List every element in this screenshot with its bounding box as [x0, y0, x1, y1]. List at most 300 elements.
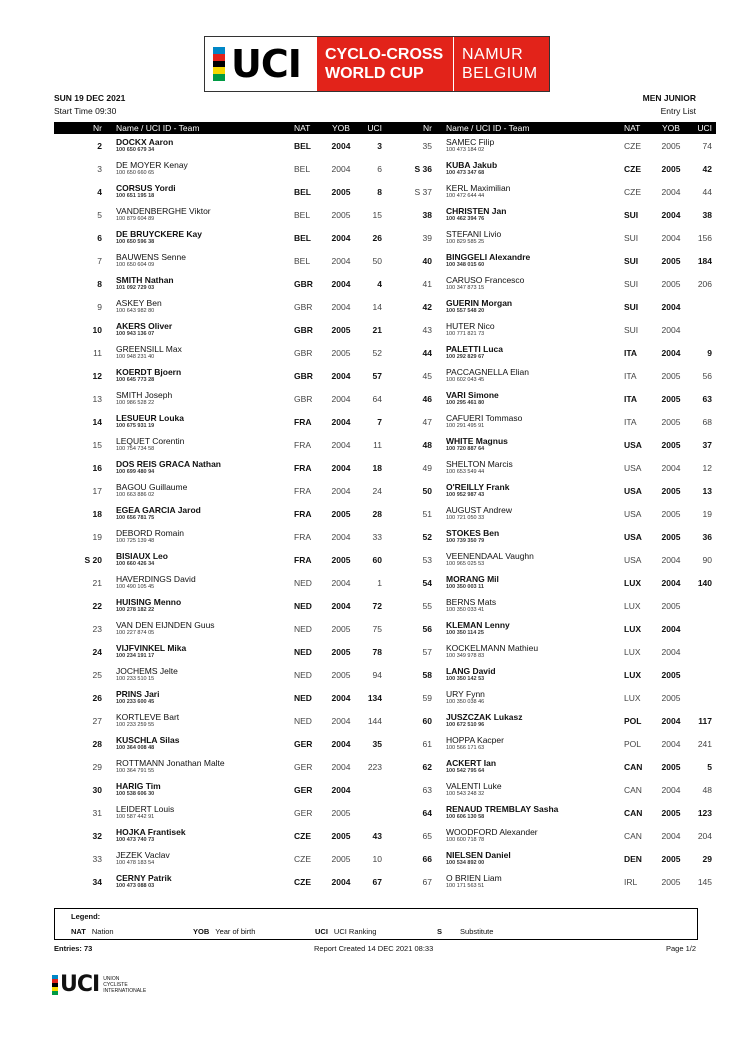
rider-number: 25 — [92, 669, 102, 680]
entry-table-left — [54, 122, 386, 893]
event-banner — [204, 36, 550, 92]
uci-id: 100 538 606 30 — [116, 791, 155, 797]
uci-ranking: 18 — [372, 462, 382, 473]
rider-number: 46 — [422, 393, 432, 404]
uci-id: 100 721 050 33 — [446, 515, 485, 521]
table-row — [54, 157, 386, 180]
uci-ranking: 28 — [372, 508, 382, 519]
rider-number: 59 — [422, 692, 432, 703]
table-row — [384, 456, 716, 479]
rider-number: 23 — [92, 623, 102, 634]
uci-ranking — [688, 295, 716, 318]
rider-name: BISIAUX Leo — [116, 551, 168, 561]
rider-number: 17 — [92, 485, 102, 496]
year-of-birth: 2005 — [661, 255, 681, 266]
uci-ranking: 64 — [372, 393, 382, 404]
uci-ranking: 72 — [372, 600, 382, 611]
uci-id: 100 650 679 34 — [116, 147, 155, 153]
rider-name: CORSUS Yordi — [116, 183, 176, 193]
event-title: CYCLO-CROSS WORLD CUP — [317, 37, 453, 91]
rider-number: 32 — [92, 830, 102, 841]
rider-number: 4 — [97, 186, 102, 197]
rider-number: 7 — [97, 255, 102, 266]
rider-number: 11 — [93, 347, 102, 358]
uci-ranking — [688, 640, 716, 663]
rider-name: EGEA GARCIA Jarod — [116, 505, 201, 515]
year-of-birth: 2005 — [661, 140, 681, 151]
uci-ranking: 117 — [698, 715, 712, 726]
nation: SUI — [624, 324, 639, 335]
uci-id: 100 606 130 58 — [446, 814, 485, 820]
rider-name: PACCAGNELLA Elian — [446, 367, 529, 377]
rider-name: KUSCHLA Silas — [116, 735, 180, 745]
table-row — [384, 732, 716, 755]
start-time: Start Time 09:30 — [54, 106, 117, 116]
table-row — [54, 502, 386, 525]
rider-number: 53 — [422, 554, 432, 565]
nation: FRA — [294, 531, 311, 542]
table-row — [54, 410, 386, 433]
nation: CAN — [624, 784, 642, 795]
table-row — [384, 318, 716, 341]
nation: GER — [294, 807, 313, 818]
table-row — [384, 479, 716, 502]
rider-number: 2 — [97, 140, 102, 151]
rider-name: SMITH Joseph — [116, 390, 173, 400]
uci-id: 100 653 549 44 — [446, 469, 485, 475]
rider-number: 43 — [422, 324, 432, 335]
rider-name: O BRIEN Liam — [446, 873, 502, 883]
rider-name: KLEMAN Lenny — [446, 620, 510, 630]
year-of-birth: 2005 — [331, 324, 351, 335]
rider-number: 34 — [92, 876, 102, 887]
table-row — [384, 249, 716, 272]
event-location: NAMUR BELGIUM — [453, 37, 549, 91]
uci-ranking: 36 — [702, 531, 712, 542]
rider-number: 19 — [92, 531, 102, 542]
year-of-birth: 2004 — [331, 439, 351, 450]
table-row — [384, 180, 716, 203]
table-row — [384, 157, 716, 180]
nation: FRA — [294, 554, 312, 565]
year-of-birth: 2005 — [661, 163, 681, 174]
uci-ranking: 33 — [372, 531, 382, 542]
year-of-birth: 2005 — [661, 669, 681, 680]
rider-number: 44 — [422, 347, 432, 358]
uci-id: 100 602 043 45 — [446, 377, 485, 383]
year-of-birth: 2004 — [661, 462, 681, 473]
rider-name: STEFANI Livio — [446, 229, 502, 239]
entries-count: Entries: 73 — [54, 944, 93, 953]
rider-name: CAFUERI Tommaso — [446, 413, 523, 423]
year-of-birth: 2004 — [661, 738, 681, 749]
table-row — [54, 663, 386, 686]
rider-name: KORTLEVE Bart — [116, 712, 180, 722]
year-of-birth: 2004 — [331, 232, 351, 243]
rider-number: 65 — [422, 830, 432, 841]
rider-name: DEBORD Romain — [116, 528, 185, 538]
year-of-birth: 2005 — [661, 531, 681, 542]
rider-number: 24 — [92, 646, 102, 657]
rider-name: BINGGELI Alexandre — [446, 252, 531, 262]
nation: SUI — [624, 255, 639, 266]
uci-id: 100 720 887 64 — [446, 446, 485, 452]
year-of-birth: 2004 — [331, 577, 351, 588]
uci-ranking: 21 — [372, 324, 382, 335]
uci-ranking: 44 — [702, 186, 712, 197]
nation: USA — [624, 439, 642, 450]
rider-name: KERL Maximilian — [446, 183, 511, 193]
uci-id: 100 233 510 15 — [116, 676, 155, 682]
report-created: Report Created 14 DEC 2021 08:33 — [314, 944, 434, 953]
rider-number: S 20 — [84, 554, 102, 565]
rider-number: 64 — [422, 807, 432, 818]
table-row — [384, 686, 716, 709]
rider-name: SAMEC Filip — [446, 137, 495, 147]
rider-name: VANDENBERGHE Viktor — [116, 206, 211, 216]
legend-box: Legend: NAT Nation YOB Year of birth UCI UCI Ranking S Substitute — [54, 908, 698, 940]
uci-id: 100 725 139 48 — [116, 538, 155, 544]
uci-ranking: 1 — [377, 577, 382, 588]
nation: GBR — [294, 301, 313, 312]
rider-name: VAN DEN EIJNDEN Guus — [116, 620, 215, 630]
rider-name: ROTTMANN Jonathan Malte — [116, 758, 225, 768]
rider-number: 62 — [422, 761, 432, 772]
rider-name: VALENTI Luke — [446, 781, 502, 791]
rider-number: 38 — [422, 209, 432, 220]
year-of-birth: 2005 — [331, 186, 351, 197]
rider-number: 6 — [97, 232, 102, 243]
uci-id: 100 349 978 83 — [446, 653, 485, 659]
nation: NED — [294, 600, 312, 611]
table-row — [54, 617, 386, 640]
table-row — [54, 456, 386, 479]
uci-ranking: 223 — [367, 761, 382, 772]
rider-name: LEIDERT Louis — [116, 804, 175, 814]
year-of-birth: 2005 — [661, 807, 681, 818]
year-of-birth: 2004 — [331, 784, 351, 795]
uci-id: 100 952 987 43 — [446, 492, 485, 498]
nation: BEL — [294, 209, 311, 220]
uci-ranking: 13 — [702, 485, 712, 496]
uci-ranking: 11 — [373, 439, 382, 450]
nation: CAN — [624, 830, 642, 841]
rider-number: 56 — [422, 623, 432, 634]
year-of-birth: 2005 — [661, 876, 681, 887]
nation: USA — [624, 554, 642, 565]
year-of-birth: 2004 — [331, 393, 351, 404]
uci-id: 100 473 184 02 — [446, 147, 485, 153]
rider-number: 31 — [92, 807, 102, 818]
uci-ranking: 156 — [697, 232, 712, 243]
table-row — [384, 847, 716, 870]
rider-name: BERNS Mats — [446, 597, 497, 607]
table-row — [384, 640, 716, 663]
rider-name: AUGUST Andrew — [446, 505, 512, 515]
nation: CZE — [624, 186, 641, 197]
uci-id: 100 473 088 03 — [116, 883, 155, 889]
table-row — [54, 525, 386, 548]
table-row — [384, 663, 716, 686]
uci-id: 100 739 350 79 — [446, 538, 485, 544]
uci-ranking: 67 — [372, 876, 382, 887]
rider-number: 55 — [422, 600, 432, 611]
rider-name: VIJFVINKEL Mika — [116, 643, 187, 653]
uci-id: 100 660 426 34 — [116, 561, 155, 567]
uci-id: 100 234 191 17 — [116, 653, 155, 659]
year-of-birth: 2005 — [331, 669, 351, 680]
rider-name: AKERS Oliver — [116, 321, 173, 331]
year-of-birth: 2004 — [661, 715, 681, 726]
rider-name: URY Fynn — [446, 689, 485, 699]
table-row — [54, 548, 386, 571]
rider-number: 22 — [92, 600, 102, 611]
year-of-birth: 2004 — [661, 554, 681, 565]
entry-table-right — [384, 122, 716, 893]
rider-number: 39 — [422, 232, 432, 243]
year-of-birth: 2005 — [331, 623, 351, 634]
year-of-birth: 2004 — [331, 370, 351, 381]
rider-number: 29 — [92, 761, 102, 772]
rider-number: 57 — [422, 646, 432, 657]
table-row — [54, 755, 386, 778]
rider-name: LESUEUR Louka — [116, 413, 185, 423]
rider-name: HAVERDINGS David — [116, 574, 196, 584]
uci-ranking: 12 — [702, 462, 712, 473]
uci-ranking: 74 — [702, 140, 712, 151]
rider-number: 49 — [422, 462, 432, 473]
rider-number: 58 — [422, 669, 432, 680]
year-of-birth: 2005 — [331, 646, 351, 657]
nation: ITA — [624, 370, 637, 381]
rider-name: CARUSO Francesco — [446, 275, 525, 285]
rainbow-stripes-icon — [52, 975, 58, 995]
uci-id: 101 092 729 03 — [116, 285, 155, 291]
rider-number: S 37 — [414, 186, 432, 197]
rider-number: S 36 — [414, 163, 432, 174]
year-of-birth: 2004 — [331, 462, 351, 473]
uci-ranking: 37 — [702, 439, 712, 450]
rider-name: WOODFORD Alexander — [446, 827, 538, 837]
rider-name: KOERDT Bjoern — [116, 367, 182, 377]
rider-name: PRINS Jari — [116, 689, 160, 699]
year-of-birth: 2004 — [331, 140, 351, 151]
year-of-birth: 2004 — [661, 232, 681, 243]
nation: LUX — [624, 600, 641, 611]
rider-name: VARI Simone — [446, 390, 499, 400]
year-of-birth: 2005 — [661, 600, 681, 611]
rider-name: CERNY Patrik — [116, 873, 172, 883]
nation: NED — [294, 577, 312, 588]
rider-name: ASKEY Ben — [116, 298, 162, 308]
rider-number: 41 — [422, 278, 432, 289]
year-of-birth: 2004 — [661, 577, 681, 588]
page-number: Page 1/2 — [665, 944, 696, 953]
nation: BEL — [294, 255, 311, 266]
table-row — [384, 341, 716, 364]
table-row — [384, 134, 716, 157]
table-row — [54, 387, 386, 410]
uci-ranking: 144 — [367, 715, 382, 726]
uci-footer-logo: UCI UNION CYCLISTE INTERNATIONALE — [52, 972, 146, 997]
rider-name: SMITH Nathan — [116, 275, 174, 285]
table-row — [54, 433, 386, 456]
uci-ranking: 4 — [377, 278, 382, 289]
rider-name: HUTER Nico — [446, 321, 495, 331]
nation: NED — [294, 623, 312, 634]
uci-ranking: 140 — [697, 577, 712, 588]
uci-id: 100 291 495 91 — [446, 423, 485, 429]
nation: BEL — [294, 232, 311, 243]
rider-name: HOPPA Kacper — [446, 735, 504, 745]
table-row — [54, 318, 386, 341]
rider-name: SHELTON Marcis — [446, 459, 513, 469]
uci-ranking: 14 — [372, 301, 382, 312]
year-of-birth: 2005 — [331, 347, 351, 358]
rider-number: 48 — [422, 439, 432, 450]
rider-number: 27 — [92, 715, 102, 726]
rider-name: JUSZCZAK Lukasz — [446, 712, 523, 722]
year-of-birth: 2004 — [331, 301, 351, 312]
rider-number: 51 — [422, 508, 432, 519]
uci-id: 100 587 442 91 — [116, 814, 155, 820]
nation: GER — [294, 784, 313, 795]
table-row — [384, 870, 716, 893]
uci-ranking: 42 — [702, 163, 712, 174]
nation: BEL — [294, 163, 311, 174]
uci-id: 100 348 015 60 — [446, 262, 485, 268]
uci-ranking: 56 — [702, 370, 712, 381]
rider-name: STOKES Ben — [446, 528, 500, 538]
uci-id: 100 350 142 53 — [446, 676, 485, 682]
year-of-birth: 2005 — [331, 554, 351, 565]
table-row — [384, 801, 716, 824]
nation: DEN — [624, 853, 642, 864]
nation: SUI — [624, 301, 639, 312]
nation: FRA — [294, 485, 311, 496]
nation: GER — [294, 761, 313, 772]
nation: CZE — [294, 853, 311, 864]
uci-id: 100 656 781 75 — [116, 515, 155, 521]
year-of-birth: 2004 — [331, 738, 351, 749]
nation: USA — [624, 531, 642, 542]
rider-number: 28 — [92, 738, 102, 749]
uci-ranking: 206 — [697, 278, 712, 289]
uci-id: 100 490 105 45 — [116, 584, 155, 590]
table-row — [384, 548, 716, 571]
nation: FRA — [294, 462, 312, 473]
nation: GBR — [294, 347, 313, 358]
uci-id: 100 948 231 40 — [116, 354, 155, 360]
rider-name: VEENENDAAL Vaughn — [446, 551, 534, 561]
year-of-birth: 2005 — [661, 439, 681, 450]
rider-number: 15 — [92, 439, 102, 450]
rider-number: 60 — [422, 715, 432, 726]
table-row — [384, 410, 716, 433]
uci-ranking — [688, 663, 716, 686]
year-of-birth: 2004 — [331, 255, 351, 266]
uci-id: 100 350 003 11 — [446, 584, 484, 590]
uci-id: 100 473 347 68 — [446, 170, 485, 176]
nation: CZE — [294, 830, 311, 841]
rider-name: GREENSILL Max — [116, 344, 182, 354]
uci-ranking: 43 — [372, 830, 382, 841]
table-row — [384, 594, 716, 617]
rider-name: JEZEK Vaclav — [116, 850, 170, 860]
category: MEN JUNIOR — [642, 93, 696, 103]
uci-ranking: 241 — [697, 738, 712, 749]
uci-id: 100 364 791 55 — [116, 768, 155, 774]
rider-name: BAGOU Guillaume — [116, 482, 188, 492]
uci-ranking: 3 — [377, 140, 382, 151]
rider-name: GUERIN Morgan — [446, 298, 513, 308]
year-of-birth: 2005 — [331, 830, 351, 841]
uci-ranking: 7 — [377, 416, 382, 427]
rider-name: PALETTI Luca — [446, 344, 503, 354]
year-of-birth: 2004 — [661, 646, 681, 657]
rider-name: RENAUD TREMBLAY Sasha — [446, 804, 559, 814]
table-row — [384, 502, 716, 525]
rider-number: 12 — [92, 370, 102, 381]
uci-ranking: 68 — [702, 416, 712, 427]
uci-ranking: 50 — [372, 255, 382, 266]
rider-name: LANG David — [446, 666, 496, 676]
uci-id: 100 278 182 22 — [116, 607, 155, 613]
uci-id: 100 650 596 38 — [116, 239, 155, 245]
uci-id: 100 965 025 53 — [446, 561, 485, 567]
uci-id: 100 233 259 55 — [116, 722, 155, 728]
nation: CAN — [624, 807, 643, 818]
table-row — [54, 778, 386, 801]
uci-ranking: 94 — [372, 669, 382, 680]
uci-id: 100 542 795 64 — [446, 768, 485, 774]
rider-name: HARIG Tim — [116, 781, 161, 791]
uci-id: 100 986 528 22 — [116, 400, 155, 406]
uci-ranking — [688, 318, 716, 341]
uci-id: 100 472 644 44 — [446, 193, 485, 199]
rider-name: KOCKELMANN Mathieu — [446, 643, 539, 653]
table-row — [384, 525, 716, 548]
uci-ranking: 75 — [372, 623, 382, 634]
list-type: Entry List — [660, 106, 696, 116]
nation: ITA — [624, 416, 637, 427]
rider-number: 10 — [92, 324, 102, 335]
uci-id: 100 478 183 54 — [116, 860, 155, 866]
uci-ranking: 15 — [372, 209, 382, 220]
nation: SUI — [624, 278, 639, 289]
table-row — [54, 847, 386, 870]
rider-number: 54 — [422, 577, 432, 588]
year-of-birth: 2004 — [661, 830, 681, 841]
table-row — [54, 732, 386, 755]
nation: CZE — [624, 140, 641, 151]
uci-ranking: 52 — [372, 347, 382, 358]
rider-number: 47 — [422, 416, 432, 427]
rider-number: 16 — [92, 462, 102, 473]
table-row — [54, 870, 386, 893]
rider-number: 18 — [92, 508, 102, 519]
nation: NED — [294, 715, 312, 726]
uci-id: 100 557 548 20 — [446, 308, 485, 314]
nation: NED — [294, 646, 312, 657]
table-row — [54, 801, 386, 824]
uci-id: 100 350 038 46 — [446, 699, 485, 705]
rider-number: 42 — [422, 301, 432, 312]
uci-id: 100 233 600 45 — [116, 699, 155, 705]
table-row — [54, 341, 386, 364]
table-row — [54, 594, 386, 617]
uci-id: 100 295 461 80 — [446, 400, 485, 406]
